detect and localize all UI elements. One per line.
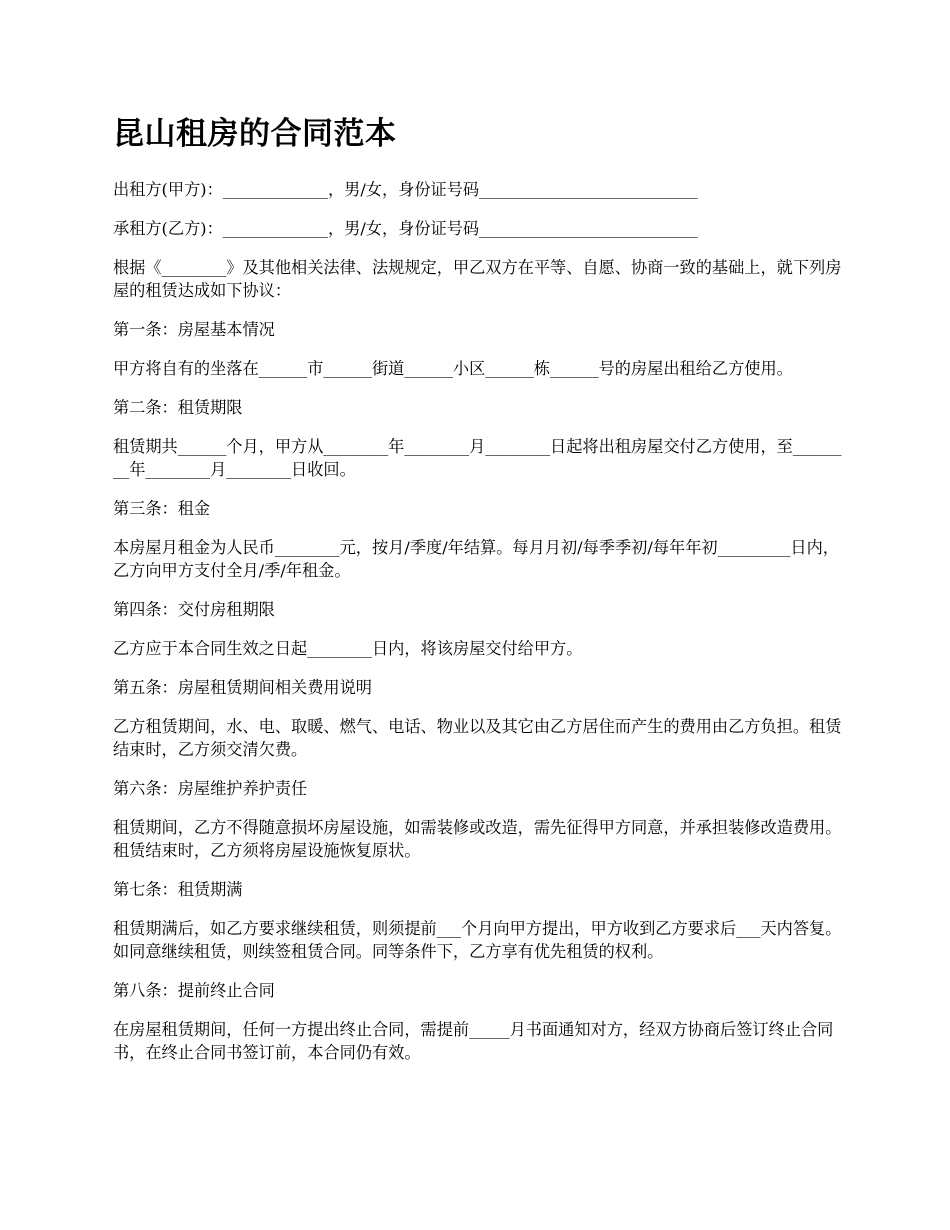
article-8-heading: 第八条：提前终止合同: [113, 981, 275, 1000]
article-3-heading: 第三条：租金: [113, 499, 211, 518]
article-2-heading: 第二条：租赁期限: [113, 398, 243, 417]
article-8-body: 在房屋租赁期间，任何一方提出终止合同，需提前_____月书面通知对方，经双方协商后签订终止合同书，在终止合同书签订前，本合同仍有效。: [113, 1020, 834, 1062]
article-7-heading: 第七条：租赁期满: [113, 880, 243, 899]
article-7-body: 租赁期满后，如乙方要求继续租赁，则须提前___个月向甲方提出，甲方收到乙方要求后___天内答复。如同意继续租赁，则续签租赁合同。同等条件下，乙方享有优先租赁的权利。: [113, 919, 842, 961]
document-title: 昆山租房的合同范本: [113, 116, 397, 152]
article-4-heading: 第四条：交付房租期限: [113, 600, 275, 619]
document-page: [113, 112, 843, 1080]
article-6-heading: 第六条：房屋维护养护责任: [113, 779, 308, 798]
party-a-line: 出租方(甲方)：_____________，男/女，身份证号码___________________________: [113, 180, 698, 199]
article-5-heading: 第五条：房屋租赁期间相关费用说明: [113, 678, 372, 697]
party-b-line: 承租方(乙方)：_____________，男/女，身份证号码___________________________: [113, 219, 698, 238]
article-3-body: 本房屋月租金为人民币________元，按月/季度/年结算。每月月初/每季季初/每年年初_________日内，乙方向甲方支付全月/季/年租金。: [113, 538, 839, 580]
article-4-body: 乙方应于本合同生效之日起________日内，将该房屋交付给甲方。: [113, 639, 583, 658]
preamble-paragraph: 根据《________》及其他相关法律、法规规定，甲乙双方在平等、自愿、协商一致的基础上，就下列房屋的租赁达成如下协议：: [113, 258, 842, 300]
article-1-heading: 第一条：房屋基本情况: [113, 320, 275, 339]
article-1-body: 甲方将自有的坐落在______市______街道______小区______栋______号的房屋出租给乙方使用。: [113, 359, 793, 378]
article-2-body: 租赁期共______个月，甲方从________年________月________日起将出租房屋交付乙方使用，至________年________月________日收回。: [113, 437, 842, 479]
article-6-body: 租赁期间，乙方不得随意损坏房屋设施，如需装修或改造，需先征得甲方同意，并承担装修改造费用。租赁结束时，乙方须将房屋设施恢复原状。: [113, 818, 842, 860]
article-5-body: 乙方租赁期间，水、电、取暖、燃气、电话、物业以及其它由乙方居住而产生的费用由乙方负担。租赁结束时，乙方须交清欠费。: [113, 717, 842, 759]
